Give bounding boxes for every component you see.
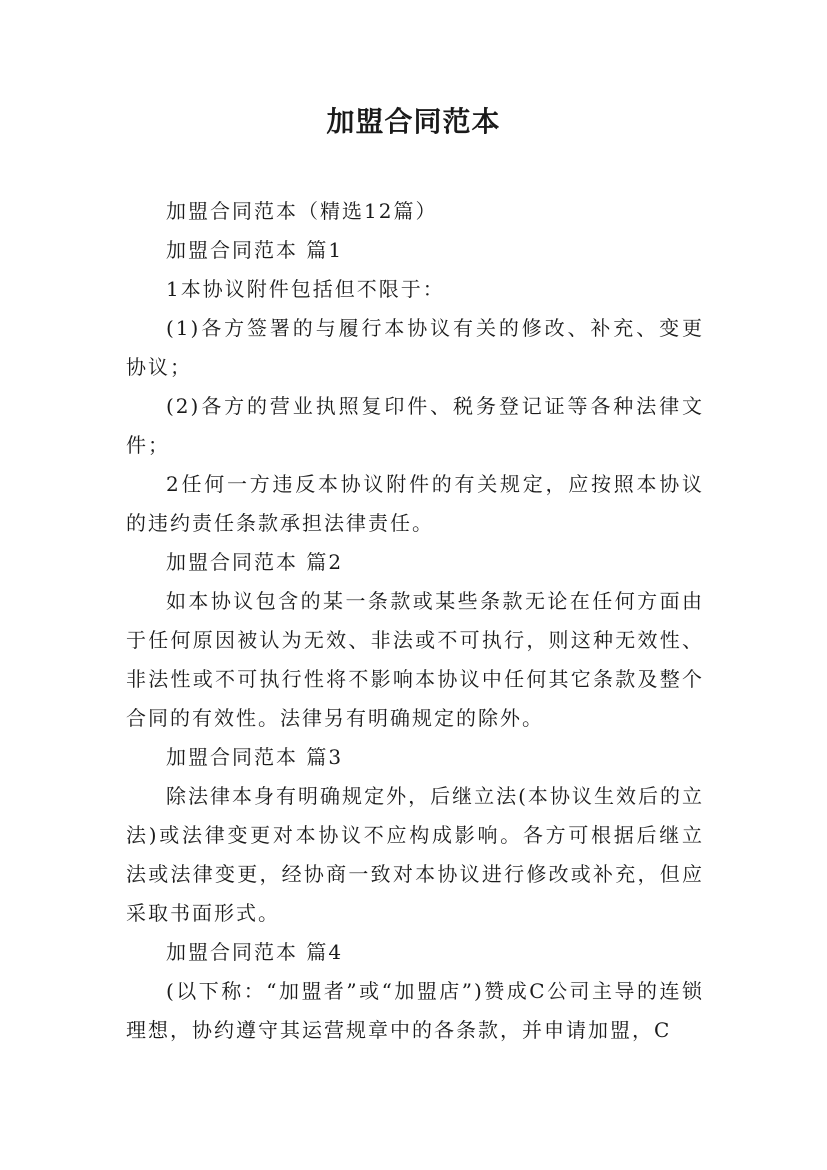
paragraph: 加盟合同范本 篇3 — [166, 745, 344, 769]
paragraph: 加盟合同范本 篇4 — [166, 940, 344, 964]
paragraph: 加盟合同范本 篇2 — [166, 550, 344, 574]
paragraph: 如本协议包含的某一条款或某些条款无论在任何方面由于任何原因被认为无效、非法或不可执行，则这种无效性、非法性或不可执行性将不影响本协议中任何其它条款及整个合同的有效性。法律另有明确规定的除外。 — [126, 589, 704, 730]
paragraph: (2)各方的营业执照复印件、税务登记证等各种法律文件； — [126, 394, 704, 457]
paragraph: 加盟合同范本 篇1 — [166, 238, 344, 262]
paragraph: 除法律本身有明确规定外，后继立法(本协议生效后的立法)或法律变更对本协议不应构成影响。各方可根据后继立法或法律变更，经协商一致对本协议进行修改或补充，但应采取书面形式。 — [126, 784, 704, 925]
paragraph: 1本协议附件包括但不限于： — [166, 277, 445, 301]
document-body — [126, 192, 704, 1050]
document-title: 加盟合同范本 — [326, 105, 501, 138]
paragraph: 2任何一方违反本协议附件的有关规定，应按照本协议的违约责任条款承担法律责任。 — [126, 472, 704, 535]
paragraph: (1)各方签署的与履行本协议有关的修改、补充、变更协议； — [126, 316, 704, 379]
paragraph: (以下称：“加盟者”或“加盟店”)赞成C公司主导的连锁理想，协约遵守其运营规章中的各条款，并申请加盟，C — [126, 979, 704, 1042]
paragraph: 加盟合同范本（精选12篇） — [166, 199, 438, 223]
